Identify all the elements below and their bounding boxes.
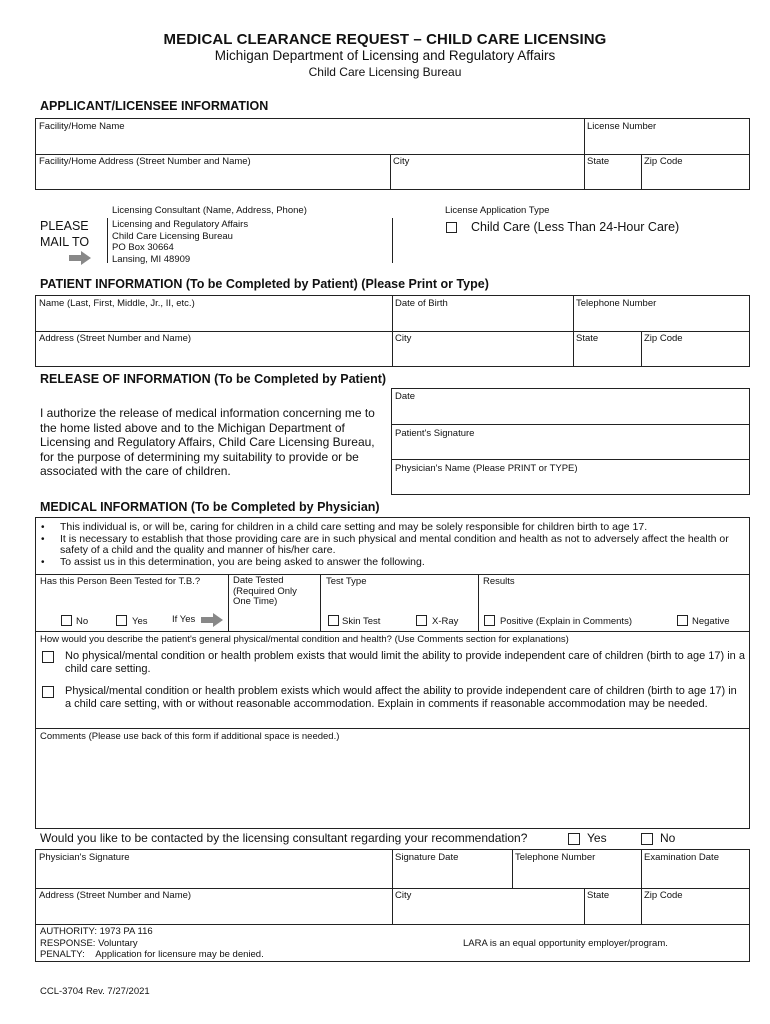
physician-city-label: City (395, 890, 412, 901)
patient-signature-field[interactable] (392, 424, 749, 459)
xray-checkbox[interactable] (416, 615, 427, 626)
facility-address-label: Facility/Home Address (Street Number and Name) (39, 156, 251, 167)
child-care-option-label: Child Care (Less Than 24-Hour Care) (471, 220, 680, 234)
tb-yes-label: Yes (132, 616, 148, 627)
facility-city-label: City (393, 156, 410, 167)
date-tested-sub: One Time) (233, 596, 278, 607)
physician-name-field[interactable] (392, 459, 749, 494)
patient-city-label: City (395, 333, 412, 344)
eeo-statement: LARA is an equal opportunity employer/program. (463, 938, 668, 949)
patient-section-title: PATIENT INFORMATION (To be Completed by Patient) (Please Print or Type) (40, 277, 489, 291)
contact-yes-checkbox[interactable] (568, 833, 580, 845)
tb-no-label: No (76, 616, 89, 627)
no-condition-option: No physical/mental condition or health problem exists that would limit the ability to provide independent care of children (birth to age 17) in a child care setting. (65, 650, 745, 675)
results-label: Results (483, 576, 515, 587)
authority-line: AUTHORITY: 1973 PA 116 (40, 926, 153, 937)
comments-label: Comments (Please use back of this form if additional space is needed.) (40, 731, 340, 742)
facility-state-field[interactable] (584, 154, 641, 189)
date-tested-sub: (Required Only (233, 585, 297, 597)
date-tested-field[interactable] (233, 576, 297, 608)
dob-label: Date of Birth (395, 298, 448, 309)
skin-test-label: Skin Test (342, 616, 381, 627)
patient-name-field[interactable] (36, 296, 392, 331)
medical-section-title: MEDICAL INFORMATION (To be Completed by Physician) (40, 500, 380, 514)
patient-state-field[interactable] (573, 331, 641, 366)
condition-question: How would you describe the patient's general physical/mental condition and health? (Use Comments section for explanations) (40, 634, 569, 645)
release-section-title: RELEASE OF INFORMATION (To be Completed by Patient) (40, 372, 387, 386)
department-name: Michigan Department of Licensing and Regulatory Affairs (214, 48, 556, 63)
patient-address-label: Address (Street Number and Name) (39, 333, 192, 344)
please-mail-to: PLEASE MAIL TO (40, 219, 90, 249)
facility-name-label: Facility/Home Name (39, 121, 125, 132)
positive-checkbox[interactable] (484, 615, 495, 626)
tb-yes-checkbox[interactable] (116, 615, 127, 626)
facility-city-field[interactable] (390, 154, 584, 189)
form-id: CCL-3704 Rev. 7/27/2021 (40, 986, 150, 997)
skin-test-checkbox[interactable] (328, 615, 339, 626)
release-date-label: Date (395, 391, 416, 402)
instructions-list (38, 522, 743, 568)
applicant-section-title: APPLICANT/LICENSEE INFORMATION (40, 99, 269, 113)
date-tested-label: Date Tested (233, 575, 284, 586)
contact-yes-label: Yes (587, 831, 607, 845)
license-number-label: License Number (587, 121, 657, 132)
condition-exists-option: Physical/mental condition or health problem exists which would affect the ability to provide independent care of children (birth to age 17) in a child care setting, with or without reasonable accommodation. Explain in comments if reasonable accommodation may be needed. (65, 685, 737, 710)
penalty-line: PENALTY: Application for licensure may be denied. (40, 949, 264, 960)
physician-signature-label: Physician's Signature (39, 852, 130, 863)
instruction-item: • It is necessary to establish that those providing care are in such physical and mental condition and health as not to adversely affect the health or safety of a child and the quality and manner of his/her care. (38, 534, 743, 557)
patient-name-label: Name (Last, First, Middle, Jr., II, etc.) (39, 298, 195, 309)
tb-no-checkbox[interactable] (61, 615, 72, 626)
release-date-field[interactable] (392, 389, 749, 424)
response-line: RESPONSE: Voluntary (40, 937, 138, 949)
instruction-item: • To assist us in this determination, you are being asked to answer the following. (38, 557, 743, 569)
physician-address-field[interactable] (36, 888, 392, 924)
release-table (391, 388, 750, 495)
physician-zip-label: Zip Code (644, 890, 683, 901)
physician-table (35, 849, 750, 925)
physician-city-field[interactable] (392, 888, 584, 924)
tb-question: Has this Person Been Tested for T.B.? (40, 576, 201, 587)
signature-date-label: Signature Date (395, 852, 459, 863)
physician-address-label: Address (Street Number and Name) (39, 890, 192, 901)
medical-table (35, 517, 750, 829)
arrow-right-icon (69, 251, 91, 265)
footer-box (35, 924, 750, 962)
patient-zip-field[interactable] (641, 331, 749, 366)
bureau-name: Child Care Licensing Bureau (308, 65, 462, 79)
positive-label: Positive (Explain in Comments) (500, 616, 632, 627)
condition-exists-checkbox[interactable] (42, 686, 54, 698)
negative-label: Negative (692, 616, 730, 627)
applicant-table (35, 118, 750, 190)
child-care-checkbox[interactable] (446, 222, 457, 233)
dob-field[interactable] (392, 296, 573, 331)
contact-no-label: No (660, 831, 676, 845)
consultant-label: Licensing Consultant (Name, Address, Phone) (112, 205, 307, 216)
physician-name-label: Physician's Name (Please PRINT or TYPE) (395, 463, 578, 474)
patient-city-field[interactable] (392, 331, 573, 366)
authority-block (40, 926, 264, 961)
physician-state-field[interactable] (584, 888, 641, 924)
instruction-item: • This individual is, or will be, caring for children in a child care setting and may be solely responsible for children birth to age 17. (38, 522, 743, 534)
patient-zip-label: Zip Code (644, 333, 683, 344)
patient-signature-label: Patient's Signature (395, 428, 475, 439)
contact-question: Would you like to be contacted by the licensing consultant regarding your recommendation? (40, 831, 528, 845)
if-yes-label: If Yes (172, 614, 196, 625)
contact-no-checkbox[interactable] (641, 833, 653, 845)
release-statement: I authorize the release of medical information concerning me to the home listed above and to the Michigan Department of Licensing and Regulatory Affairs, Child Care Licensing Bureau, for the purpose of determining my suitability to provide or be associated with the care of children. (40, 406, 375, 478)
mail-address: Licensing and Regulatory Affairs Child Care Licensing Bureau PO Box 30664 Lansing, MI 48909 (112, 219, 249, 265)
facility-name-field[interactable] (36, 119, 584, 154)
patient-address-field[interactable] (36, 331, 392, 366)
examination-date-label: Examination Date (644, 852, 719, 863)
facility-address-field[interactable] (36, 154, 390, 189)
app-type-label: License Application Type (445, 205, 550, 216)
form-title: MEDICAL CLEARANCE REQUEST – CHILD CARE LICENSING (163, 31, 607, 48)
physician-phone-field[interactable] (512, 850, 641, 888)
comments-field[interactable] (38, 744, 746, 826)
negative-checkbox[interactable] (677, 615, 688, 626)
patient-state-label: State (576, 333, 599, 344)
facility-zip-field[interactable] (641, 154, 749, 189)
no-condition-checkbox[interactable] (42, 651, 54, 663)
physician-zip-field[interactable] (641, 888, 749, 924)
examination-date-field[interactable] (641, 850, 749, 888)
xray-label: X-Ray (432, 616, 459, 627)
physician-state-label: State (587, 890, 610, 901)
arrow-right-icon (201, 613, 223, 627)
physician-phone-label: Telephone Number (515, 852, 596, 863)
license-number-field[interactable] (584, 119, 749, 154)
patient-table (35, 295, 750, 367)
patient-phone-label: Telephone Number (576, 298, 657, 309)
patient-phone-field[interactable] (573, 296, 749, 331)
facility-state-label: State (587, 156, 610, 167)
physician-signature-field[interactable] (36, 850, 392, 888)
test-type-label: Test Type (326, 576, 367, 587)
signature-date-field[interactable] (392, 850, 512, 888)
facility-zip-label: Zip Code (644, 156, 683, 167)
